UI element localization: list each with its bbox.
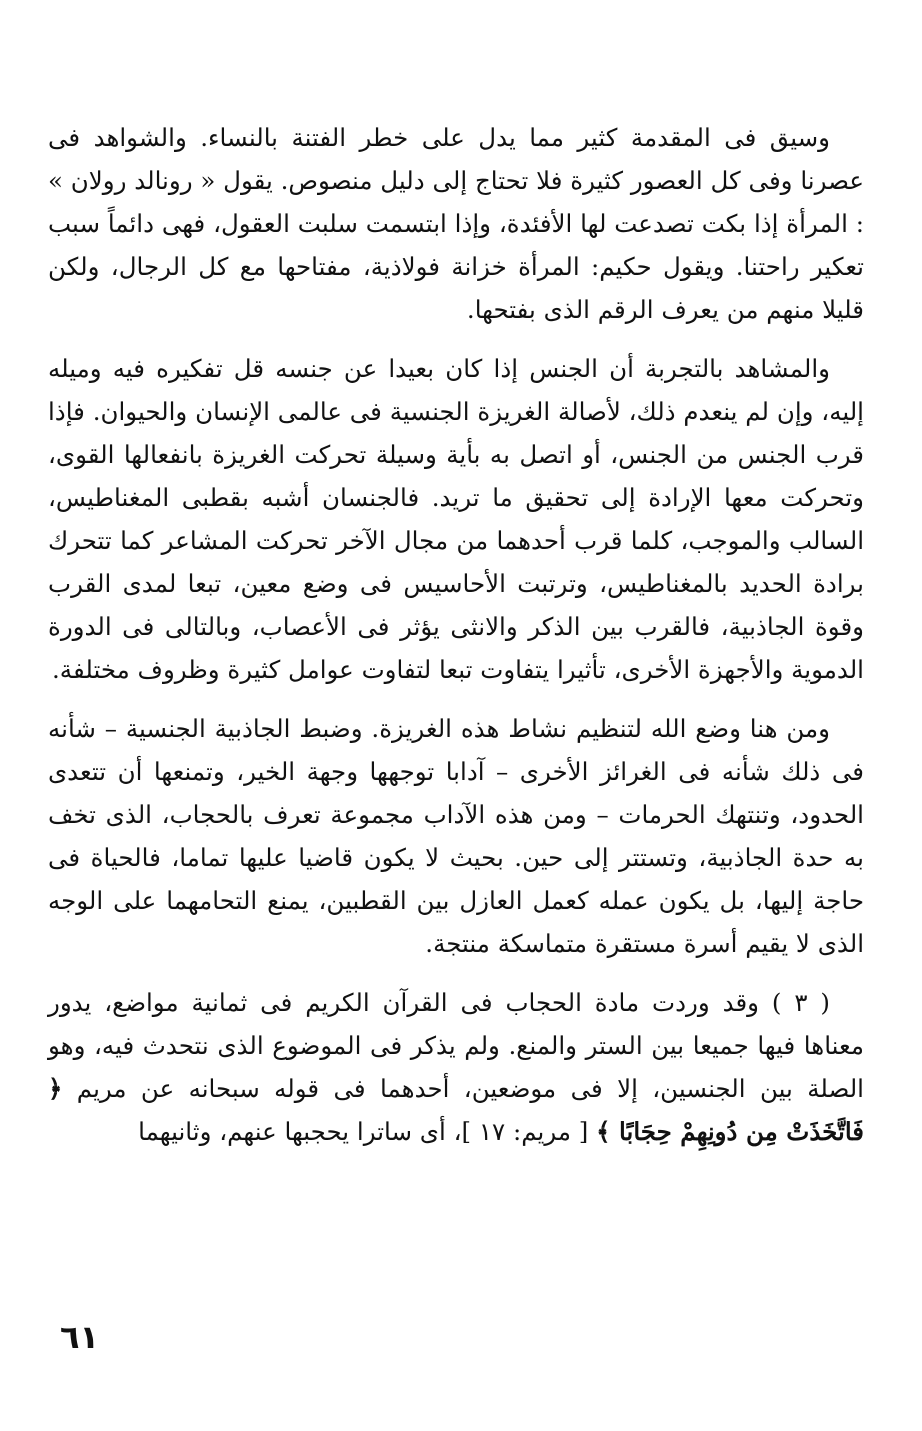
page-number: ٦١ xyxy=(60,1318,100,1356)
quran-bracket-close: ﴾ xyxy=(596,1117,611,1146)
paragraph-2: والمشاهد بالتجربة أن الجنس إذا كان بعيدا عن جنسه قل تفكيره فيه وميله إليه، وإن لم ينعدم ذلك، لأصالة الغريزة الجنسية فى عالمى الإنسان والحيوان. فإذا قرب الجنس من الجنس، أو اتصل به بأية وسيلة تحركت الغريزة بانفعالها القوى، وتحركت معها الإرادة إلى تحقيق ما تريد. فالجنسان أشبه بقطبى المغناطيس، السالب والموجب، كلما قرب أحدهما من مجال الآخر تحركت المشاعر كما تتحرك برادة الحديد بالمغناطيس، وترتبت الأحاسيس فى وضع معين، تبعا لمدى القرب وقوة الجاذبية، فالقرب بين الذكر والانثى يؤثر فى الأعصاب، وبالتالى فى الدورة الدموية والأجهزة الأخرى، تأثيرا يتفاوت تبعا لتفاوت عوامل كثيرة وظروف مختلفة. xyxy=(48,354,864,684)
paragraph-4 xyxy=(48,981,864,1153)
paragraph-3: ومن هنا وضع الله لتنظيم نشاط هذه الغريزة. وضبط الجاذبية الجنسية – شأنه فى ذلك شأنه فى الغرائز الأخرى – آدابا توجهها وجهة الخير، وتمنعها أن تتعدى الحدود، وتنتهك الحرمات – ومن هذه الآداب مجموعة تعرف بالحجاب، الذى تخف به حدة الجاذبية، وتستتر إلى حين. بحيث لا يكون قاضيا عليها تماما، فالحياة فى حاجة إليها، بل يكون عمله كعمل العازل بين القطبين، يمنع التحامهما على الوجه الذى لا يقيم أسرة مستقرة متماسكة منتجة. xyxy=(48,714,864,958)
quran-verse: فَاتَّخَذَتْ مِن دُونِهِمْ حِجَابًا xyxy=(610,1117,864,1146)
page-body xyxy=(48,116,864,1169)
verse-reference: [ مريم: ١٧ ] xyxy=(461,1117,597,1146)
paragraph-4-outro: ، أى ساترا يحجبها عنهم، وثانيهما xyxy=(138,1117,462,1146)
paragraph-1: وسيق فى المقدمة كثير مما يدل على خطر الفتنة بالنساء. والشواهد فى عصرنا وفى كل العصور كثيرة فلا تحتاج إلى دليل منصوص. يقول « رونالد رولان » : المرأة إذا بكت تصدعت لها الأفئدة، وإذا ابتسمت سلبت العقول، فهى دائماً سبب تعكير راحتنا. ويقول حكيم: المرأة خزانة فولاذية، مفتاحها مع كل الرجال، ولكن قليلا منهم من يعرف الرقم الذى بفتحها. xyxy=(48,123,864,324)
quran-bracket-open: ﴿ xyxy=(48,1074,63,1103)
paragraph-4-intro: ( ٣ ) وقد وردت مادة الحجاب فى القرآن الكريم فى ثمانية مواضع، يدور معناها فيها جميعا بين الستر والمنع. ولم يذكر فى الموضوع الذى نتحدث فيه، وهو الصلة بين الجنسين، إلا فى موضعين، أحدهما فى قوله سبحانه عن مريم xyxy=(48,988,864,1103)
